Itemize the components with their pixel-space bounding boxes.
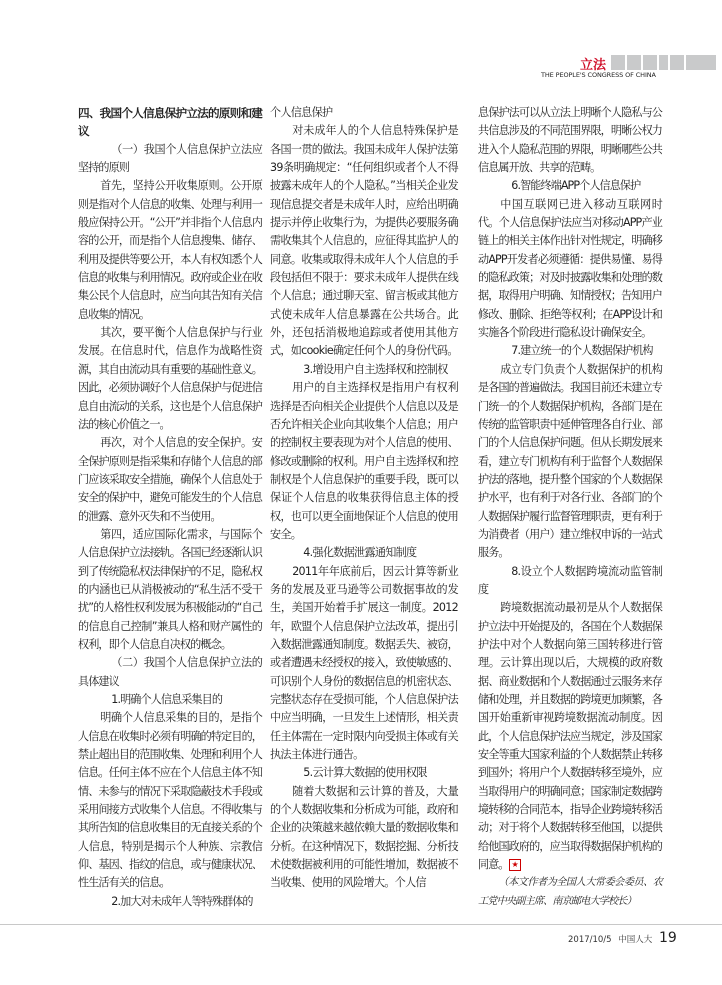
section-heading: 四、我国个人信息保护立法的原则和建议 — [78, 106, 262, 139]
subheading: 5.云计算大数据的使用权限 — [303, 766, 427, 780]
paragraph: 第四，适应国际化需求，与国际个人信息保护立法接轨。各国已经逐渐认识到了传统隐私权法律保护的不足，隐私权的内涵也已从消极被动的“私生活不受干扰”的人格性权利发展为积极能动的“自己的信息自己控制”兼具人格和财产属性的权利，即个人信息自决权的概念。 — [78, 527, 262, 651]
subheading: （二）我国个人信息保护立法的具体建议 — [78, 656, 262, 688]
page-header — [0, 52, 722, 82]
paragraph: 随着大数据和云计算的普及，大量的个人数据收集和分析成为可能，政府和企业的决策越来越依赖大量的数据收集和分析。在这种情况下，数据挖掘、分析技术使数据被利用的可能性增加，数据被不当收集、使用的风险增大。个人信 — [270, 784, 458, 890]
paragraph: 中国互联网已进入移动互联网时代。个人信息保护法应当对移动APP产业链上的相关主体作出针对性规定，明确移动APP开发者必须遵循：提供易懂、易得的隐私政策；对及时披露收集和处理的数据，取得用户明确、知情授权；告知用户修改、删除、拒绝等权利；在APP设计和实施各个阶段进行隐私设计确保安全。 — [478, 197, 662, 340]
paragraph-continued: 息保护法可以从立法上明晰个人隐私与公共信息涉及的不同范围界限，明晰公权力进入个人隐私范围的界限，明晰哪些公共信息属开放、共享的范畴。 — [478, 106, 662, 175]
article-column-3 — [478, 104, 662, 911]
paragraph: 成立专门负责个人数据保护的机构是各国的普遍做法。我国目前还未建立专门统一的个人数据保护机构，各部门是在传统的监管职责中延伸管理各自行业、部门的个人信息保护问题。但从长期发展来看，建立专门机构有利于监督个人数据保护法的落地，提升整个国家的个人数据保护水平，也有利于对各行业、各部门的个人数据保护履行监督管理职责，更有利于为消费者（用户）建立维权申诉的一站式服务。 — [478, 362, 662, 560]
paragraph-continued: 个人信息保护 — [270, 106, 333, 119]
subheading: （一）我国个人信息保护立法应坚持的原则 — [78, 142, 262, 175]
paragraph: 对未成年人的个人信息特殊保护是各国一贯的做法。我国未成年人保护法第39条明确规定：“任何组织或者个人不得披露未成年人的个人隐私。”当相关企业发现信息提交者是未成年人时，应给出明确提示并停止收集行为，为提供必要服务确需收集其个人信息的，应征得其监护人的同意。收集或取得未成年人个人信息的手段包括但不限于：要求未成年人提供在线个人信息；通过聊天室、留言板或其他方式使未成年人信息暴露在公共场合。此外，还包括消极地追踪或者使用其他方式，如cookie确定任何个人的身份代码。 — [270, 124, 458, 358]
page-footer — [568, 930, 677, 946]
issue-date: 2017/10/5 — [568, 935, 612, 945]
paragraph: 2011年年底前后，因云计算等新业务的发展及亚马逊等公司数据事故的发生，美国开始着手扩展这一制度。2012年，欧盟个人信息保护立法改革，提出引入数据泄露通知制度。数据丢失、被窃，或者遭遇未经授权的接入，致使敏感的、可识别个人身份的数据信息的机密状态、完整状态存在受损可能，个人信息保护法中应当明确，一旦发生上述情形，相关责任主体需在一定时限内向受损主体或有关执法主体进行通告。 — [270, 564, 458, 762]
subheading: 2.加大对未成年人等特殊群体的 — [111, 894, 253, 908]
subheading: 3.增设用户自主选择权和控制权 — [303, 362, 448, 376]
author-note: （本文作者为全国人大常委会委员、农工党中央副主席、南京邮电大学校长） — [478, 877, 662, 907]
paragraph: 再次，对个人信息的安全保护。安全保护原则是指采集和存储个人信息的部门应该采取安全措施，确保个人信息处于安全的保护中，避免可能发生的个人信息的泄露、意外灭失和不当使用。 — [78, 436, 262, 523]
paragraph-text: 跨境数据流动最初是从个人数据保护立法中开始提及的，各国在个人数据保护法中对个人数据向第三国转移进行管理。云计算出现以后，大规模的政府数据、商业数据和个人数据通过云服务来存储和处理，并且数据的跨境更加频繁，各国开始重新审视跨境数据流动制度。因此，个人信息保护法应当规定，涉及国家安全等重大国家利益的个人数据禁止转移到国外；将用户个人数据转移至境外，应当取得用户的明确同意；国家制定数据跨境转移的合同范本，指导企业跨境转移活动；对于将个人数据转移至他国，以提供给他国政府的，应当取得数据保护机构的同意。 — [478, 601, 662, 872]
article-column-1 — [78, 104, 262, 911]
magazine-name: 中国人大 — [618, 935, 653, 945]
magazine-english-name: THE PEOPLE'S CONGRESS OF CHINA — [541, 71, 656, 79]
paragraph: 用户的自主选择权是指用户有权利选择是否向相关企业提供个人信息以及是否允许相关企业向其收集个人信息；用户的控制权主要表现为对个人信息的使用、修改或删除的权利。用户自主选择权和控制权是个人信息保护的重要手段，既可以保证个人信息的收集获得信息主体的授权，也可以更全面地保证个人信息的使用安全。 — [270, 381, 458, 541]
section-title: 立法 — [580, 58, 607, 73]
page-number: 19 — [659, 930, 677, 946]
paragraph: 其次，要平衡个人信息保护与行业发展。在信息时代，信息作为战略性资源，其自由流动具有重要的基础性意义。因此，必须协调好个人信息保护与促进信息自由流动的关系，这也是个人信息保护法的核心价值之一。 — [78, 326, 262, 431]
end-of-article-star-icon: ★ — [509, 859, 521, 871]
article-column-2 — [270, 104, 458, 893]
subheading: 8.设立个人数据跨境流动监管制度 — [478, 564, 662, 596]
subheading: 6.智能终端APP个人信息保护 — [511, 179, 641, 193]
subheading: 1.明确个人信息采集目的 — [111, 693, 223, 706]
subheading: 4.强化数据泄露通知制度 — [303, 546, 417, 560]
paragraph — [478, 599, 662, 874]
paragraph: 首先，坚持公开收集原则。公开原则是指对个人信息的收集、处理与利用一般应保持公开。“公开”并非指个人信息内容的公开，而是指个人信息搜集、储存、利用及提供等要公开，本人有权知悉个人信息的收集与利用情况。政府或企业在收集公民个人信息时，应当向其告知有关信息收集的情况。 — [78, 179, 262, 321]
paragraph: 明确个人信息采集的目的，是指个人信息在收集时必须有明确的特定目的，禁止超出目的范围收集、处理和利用个人信息。任何主体不应在个人信息主体不知情、未参与的情况下采取隐蔽技术手段或采用间接方式收集个人信息。不得收集与其所告知的信息收集目的无直接关系的个人信息，特别是揭示个人种族、宗教信仰、基因、指纹的信息，或与健康状况、性生活有关的信息。 — [78, 711, 262, 890]
subheading: 7.建立统一的个人数据保护机构 — [511, 344, 653, 358]
footer-divider — [0, 924, 722, 925]
